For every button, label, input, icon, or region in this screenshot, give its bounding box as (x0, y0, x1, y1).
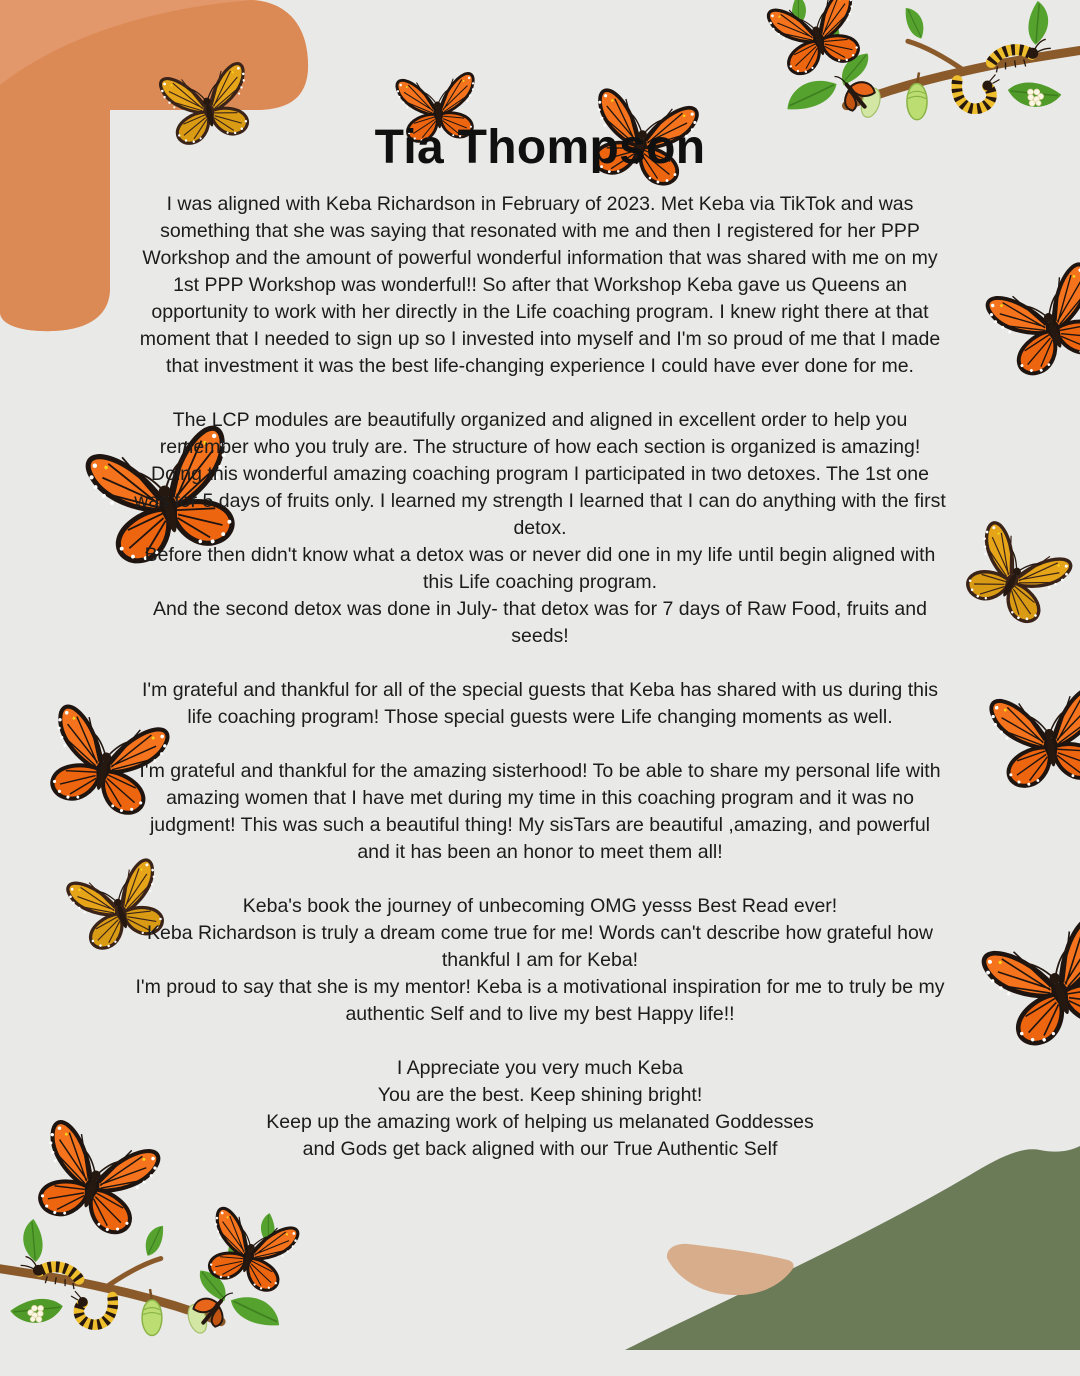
testimonial-paragraph (134, 677, 946, 731)
testimonial-line: And the second detox was done in July- that detox was for 7 days of Raw Food, fruits and seeds! (153, 598, 927, 647)
testimonial-line: Keba's book the journey of unbecoming OMG yesss Best Read ever! (242, 895, 838, 917)
green-hill-blob (600, 1130, 1080, 1350)
testimonial-line: I was aligned with Keba Richardson in February of 2023. Met Keba via TikTok and was something that she was saying that resonated with me and then I registered for her PPP Workshop and the amount of powerful wonderful information that was shared with me on my 1st PPP Workshop was wonderful!! So after that Workshop Keba gave us Queens an opportunity to work with her directly in the Life coaching program. I knew right there at that moment that I needed to sign up so I invested into myself and I'm so proud of me that I made that investment it was the best life-changing experience I could have ever done for me. (139, 193, 941, 377)
page-title: Tia Thompson (374, 121, 706, 174)
testimonial-paragraph (134, 1055, 946, 1163)
testimonial-line: I'm proud to say that she is my mentor! Keba is a motivational inspiration for me to truly be my authentic Self and to live my best Happy life!! (135, 976, 945, 1025)
testimonial-paragraph (134, 758, 946, 866)
butterfly-lifecycle-branch-bottom-left (0, 1218, 308, 1376)
testimonial-line: I'm grateful and thankful for all of the special guests that Keba has shared with us during this life coaching program! Those special guests were Life changing moments as well. (141, 679, 939, 728)
testimonial-line: The LCP modules are beautifully organized and aligned in excellent order to help you remember who you truly are. The structure of how each section is organized is amazing! Doing this wonderful amazing coaching program I participated in two detoxes. The 1st one was for 5 days of fruits only. I learned my strength I learned that I can do anything with the first detox. (134, 409, 946, 539)
testimonial-line: Before then didn't know what a detox was or never did one in my life until begin aligned with this Life coaching program. (144, 544, 936, 593)
testimonial-paragraph (134, 407, 946, 650)
testimonial-card (134, 0, 946, 1163)
monarch-butterfly-icon (0, 622, 133, 767)
testimonial-paragraph (134, 893, 946, 1028)
testimonial-line: You are the best. Keep shining bright! (377, 1084, 703, 1106)
testimonial-paragraph (134, 191, 946, 380)
monarch-butterfly-icon (0, 1034, 130, 1185)
testimonial-line: Keep up the amazing work of helping us melanated Goddesses (266, 1111, 814, 1133)
monarch-butterfly-icon (0, 820, 120, 941)
testimonial-line: I'm grateful and thankful for the amazing sisterhood! To be able to share my personal life with amazing women that I have met during my time in this coaching program and it was no judgment! This was such a beautiful thing! My sisTars are beautiful ,amazing, and powerful and it has been an honor to meet them all! (139, 760, 941, 863)
testimonial-line: Keba Richardson is truly a dream come true for me! Words can't describe how grateful how thankful I am for Keba! (147, 922, 933, 971)
testimonial-line: I Appreciate you very much Keba (396, 1057, 684, 1079)
testimonial-line: and Gods get back aligned with our True Authentic Self (302, 1138, 778, 1160)
